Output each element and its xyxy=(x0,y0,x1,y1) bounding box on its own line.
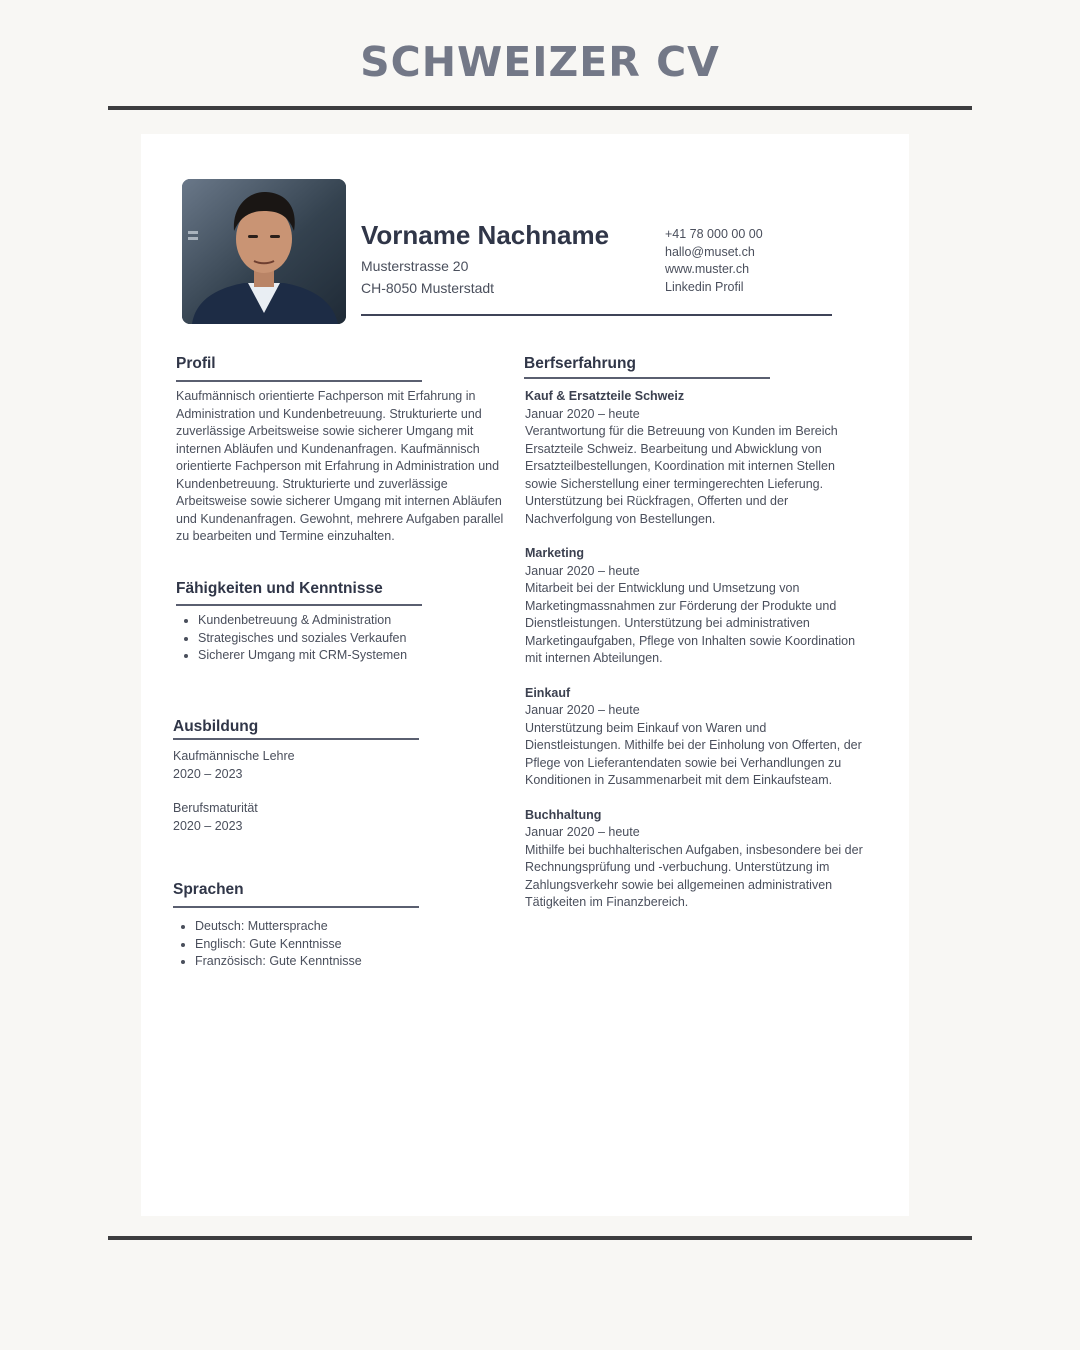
job-description: Verantwortung für die Betreuung von Kunden im Bereich Ersatzteile Schweiz. Bearbeitung und Abwicklung von Ersatzteilbestellungen, Koordination mit internen Stellen sowie Sicherstellung einer termingerechten Lieferung. Unterstützung bei Rückfragen, Offerten und der Nachverfolgung von Bestellungen. xyxy=(525,424,838,526)
job-description: Mithilfe bei buchhalterischen Aufgaben, insbesondere bei der Rechnungsprüfung und -verbuchung. Unterstützung im Zahlungsverkehr sowie bei allgemeinen administrativen Tätigkeiten im Finanzbereich. xyxy=(525,842,863,909)
profile-heading-rule xyxy=(176,380,422,382)
experience-heading-rule xyxy=(524,377,770,379)
profile-heading: Profil xyxy=(176,355,216,372)
list-item: • Deutsch: Muttersprache xyxy=(195,918,362,936)
education-name: Berufsmaturität xyxy=(173,801,258,815)
job-period: Januar 2020 – heute xyxy=(525,825,640,839)
address-street: Musterstrasse 20 xyxy=(361,258,469,274)
header-divider xyxy=(361,314,832,316)
contact-email: hallo@muset.ch xyxy=(665,244,755,259)
contact-phone: +41 78 000 00 00 xyxy=(665,227,763,241)
list-item: • Englisch: Gute Kenntnisse xyxy=(195,936,362,954)
list-item: • Strategisches und soziales Verkaufen xyxy=(198,630,407,648)
skills-list xyxy=(176,612,407,665)
job-entry xyxy=(525,807,865,912)
contact-block xyxy=(665,226,763,296)
contact-linkedin: Linkedin Profil xyxy=(665,279,744,294)
job-period: Januar 2020 – heute xyxy=(525,703,640,717)
bottom-divider xyxy=(108,1236,972,1240)
list-item: • Französisch: Gute Kenntnisse xyxy=(195,953,362,971)
education-item xyxy=(173,799,258,835)
list-item: • Sicherer Umgang mit CRM-Systemen xyxy=(198,647,407,665)
address-city: CH-8050 Musterstadt xyxy=(361,280,495,296)
job-title: Buchhaltung xyxy=(525,807,602,822)
education-period: 2020 – 2023 xyxy=(173,767,243,781)
job-description: Mitarbeit bei der Entwicklung und Umsetzung von Marketingmassnahmen zur Förderung der Produkte und Dienstleistungen. Unterstützung bei administrativen Marketingaufgaben, Pflege von Inhalten sowie Koordination mit internen Abteilungen. xyxy=(525,581,856,665)
job-title: Marketing xyxy=(525,546,585,560)
cv-page xyxy=(141,134,909,1216)
job-title: Einkauf xyxy=(525,685,571,700)
job-entry xyxy=(525,545,865,668)
portrait-image xyxy=(182,179,346,324)
education-heading-rule xyxy=(173,738,419,740)
job-period: Januar 2020 – heute xyxy=(525,563,640,578)
banner-title: SCHWEIZER CV xyxy=(360,38,720,86)
job-description: Unterstützung beim Einkauf von Waren und Dienstleistungen. Mithilfe bei der Einholung von Offerten, der Pflege von Lieferantendaten sowie bei Verhandlungen zu Konditionen in Zusammenarbeit mit dem Einkaufsteam. xyxy=(525,720,862,787)
languages-heading: Sprachen xyxy=(173,881,244,898)
languages-heading-rule xyxy=(173,906,419,908)
education-heading: Ausbildung xyxy=(173,718,259,735)
languages-list xyxy=(173,918,362,971)
skills-heading-rule xyxy=(176,604,422,606)
profile-text: Kaufmännisch orientierte Fachperson mit Erfahrung in Administration und Kundenbetreuung. Strukturierte und zuverlässige Arbeitsweise sowie sicherer Umgang mit internen Abläufen und Kundenanfragen. Kaufmännisch orientierte Fachperson mit Erfahrung in Administration und Kundenbetreuung. Strukturierte und zuverlässige Arbeitsweise sowie sicherer Umgang mit internen Abläufen und Kundenanfragen. Gewohnt, mehrere Aufgaben parallel zu bearbeiten und Termine einzuhalten. xyxy=(176,389,504,543)
skills-heading: Fähigkeiten und Kenntnisse xyxy=(176,580,383,597)
profile-photo xyxy=(182,179,346,324)
job-title: Kauf & Ersatzteile Schweiz xyxy=(525,389,685,403)
education-item xyxy=(173,747,295,783)
experience-list xyxy=(525,388,865,929)
contact-website: www.muster.ch xyxy=(665,262,750,276)
job-entry xyxy=(525,685,865,790)
education-name: Kaufmännische Lehre xyxy=(173,749,295,763)
list-item: • Kundenbetreuung & Administration xyxy=(198,612,407,630)
job-period: Januar 2020 – heute xyxy=(525,406,640,421)
top-divider xyxy=(108,106,972,110)
job-entry xyxy=(525,388,865,528)
experience-heading: Berfserfahrung xyxy=(524,355,636,372)
candidate-name: Vorname Nachname xyxy=(361,220,610,250)
education-period: 2020 – 2023 xyxy=(173,819,243,833)
